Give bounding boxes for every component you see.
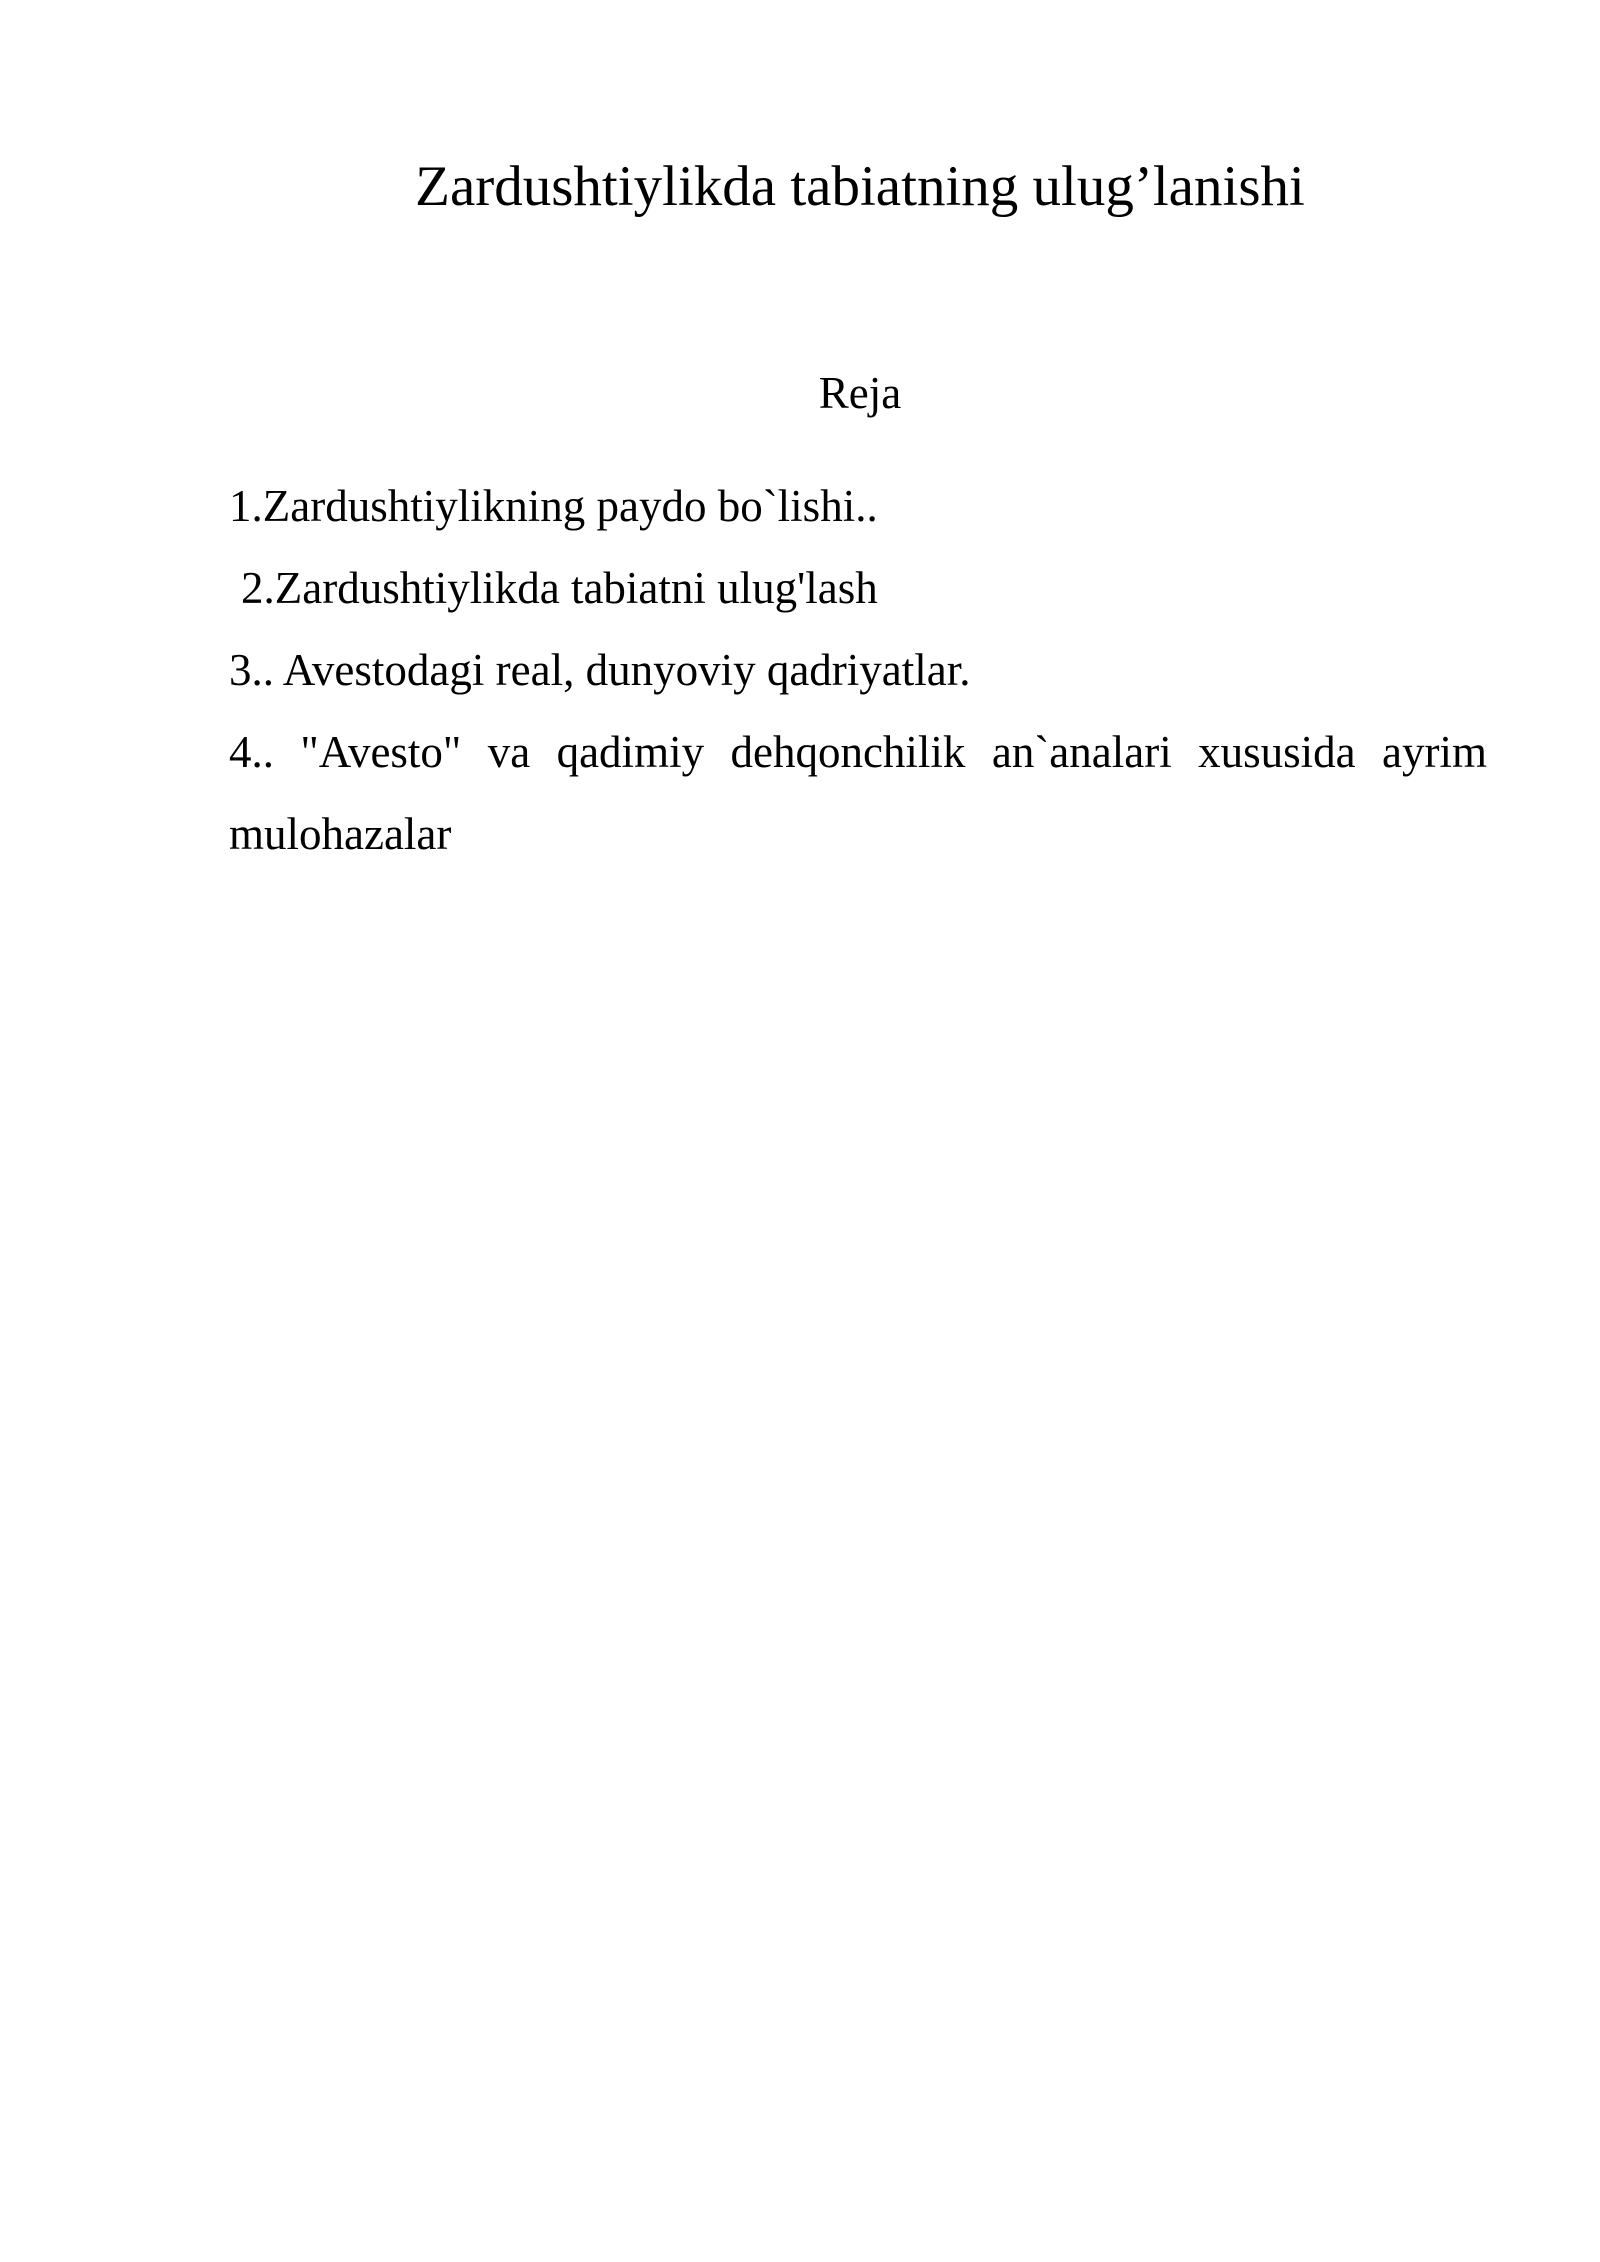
document-title: Zardushtiylikda tabiatning ulug’lanishi <box>415 155 1305 218</box>
plan-item-4: 4.. "Avesto" va qadimiy dehqonchilik an`analari xususida ayrim mulohazalar <box>229 727 1487 859</box>
plan-item-1: 1.Zardushtiylikning paydo bo`lishi.. <box>229 481 878 531</box>
plan-list <box>229 465 1487 875</box>
plan-item-3: 3.. Avestodagi real, dunyoviy qadriyatlar. <box>229 645 971 695</box>
plan-heading: Reja <box>818 368 902 418</box>
plan-item-2: 2.Zardushtiylikda tabiatni ulug'lash <box>241 563 878 613</box>
